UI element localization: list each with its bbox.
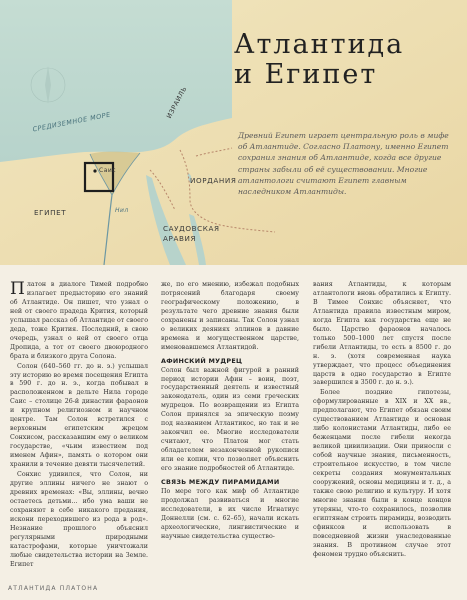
paragraph: Солон (640–560 гг. до н. э.) услышал эту историю во время посещения Египта в 590 г. до н. э., когда побывал в расположенном в дельте Нила городе Саис – столице 26-й династии фараонов и крупном религиозном и научном центре. Там Солон встретился с верховным египетским жрецом Сонхисом, рассказавшим ему о великом государстве, «чьим известием под именем Афин», память о котором они хранили в течение девяти тысячелетий. xyxy=(10,362,148,469)
paragraph-text: латон в диалоге Тимей подробно излагает предысторию его знаний об Атлантиде. Он пишет, что узнал о ней от своего прадеда Крития, который услышал рассказ об Атлантиде от своего деда, тоже Крития. Последний, в свою очередь, узнал о ней от своего отца Дропида, а тот от своего двоюродного брата и близкого друга Солона. xyxy=(10,281,148,360)
intro-text: Древний Египет играет центральную роль в мифе об Атлантиде. Согласно Платону, именно Египет сохранил знания об Атлантиде, когда все другие страны забыли об её существовании. Многие атлантологи считают Египет главным наследником Атлантиды. xyxy=(238,131,449,197)
paragraph: вания Атлантиды, к которым атлантологи вновь обратились к Египту. В Тимее Сонхис объясняет, что Атлантида правила известным миром, когда Египта как государства еще не было. Царство фараонов началось только 500–1000 лет спустя после гибели Атлантиды, то есть в 8500 г. до н. э. (хотя современная наука утверждает, что процесс объединения царств в одно государство в Египте завершился в 3500 г. до н. э.). xyxy=(313,281,451,387)
map-label-jordan: ИОРДАНИЯ xyxy=(190,176,237,185)
map-label-nile: Нил xyxy=(115,207,129,214)
map-label-sais: Саис xyxy=(99,167,117,174)
paragraph: Сонхис удивился, что Солон, ни другие эллины ничего не знают о древних временах: «Вы, эллины, вечно остаетесь детьми... ибо ума ваши не сохраняют в себе никакого предания, искони переходившего из рода в род». Незнание прошлого объяснил регулярными природными катастрофами, которые уничтожали любые свидетельства истории на Земле. Египет xyxy=(10,471,148,568)
map-label-egypt: ЕГИПЕТ xyxy=(34,208,67,217)
page-footer: АТЛАНТИДА ПЛАТОНА xyxy=(8,585,99,592)
map-label-saudi-line2: АРАВИЯ xyxy=(163,234,197,243)
map-label-israel: ИЗРАИЛЬ xyxy=(165,85,189,120)
paragraph: Более поздние гипотезы, сформулированные в XIX и XX вв., предполагают, что Египет обязан своим существованием Атлантиде и основан либо колонистами Атлантиды, либо ее беженцами после гибели некогда великой цивилизации. Они приносли с собой научные знания, письменность, строительное искусство, в том числе секреты создания монументальных сооружений, основы медицины и т. д., а также свою религию и культуру. И хотя многие знания были в конце концов утеряны, что-то сохранилось, позволив египтянам строить пирамиды, возводить сфинксов и использовать в повседневной жизни унаследованные знания. В противном случае этот феномен трудно объяснить. xyxy=(313,389,451,558)
page-title-line1: Атлантида xyxy=(234,29,405,60)
map-label-sea: СРЕДИЗЕМНОЕ МОРЕ xyxy=(31,110,112,134)
section-heading: СВЯЗЬ МЕЖДУ ПИРАМИДАМИ xyxy=(161,478,280,487)
column-3 xyxy=(313,281,451,561)
section-heading: АФИНСКИЙ МУДРЕЦ xyxy=(161,356,243,365)
column-2 xyxy=(161,281,299,543)
paragraph: Солон был важной фигурой в ранний период истории Афин – воин, поэт, государственный деятель и известный законодатель, один из семи греческих мудрецов. По возвращении из Египта Солон принялся за эпическую поэму под названием Атлантикос, но так и не закончил ее. Многие исследователи считают, что Платон мог стать обладателем незаконченной рукописи или ее копии, что позволяет объяснить его знание подробностей об Атлантиде. xyxy=(161,366,299,473)
column-1 xyxy=(10,281,148,571)
paragraph xyxy=(10,281,148,362)
map-label-saudi-line1: САУДОВСКАЯ xyxy=(163,224,220,233)
dropcap: П xyxy=(10,279,25,299)
page-title xyxy=(234,30,454,90)
page-title-line2: и Египет xyxy=(234,59,378,90)
map-label-saudi xyxy=(163,224,220,244)
paragraph: По мере того как миф об Атлантиде продолжал развиваться и многие исследователи, в их числе Игнатиус Доннелли (см. с. 62–65), начали искать археологические, лингвистические и научные свидетельства существо- xyxy=(161,487,299,540)
paragraph: же, по его мнению, избежал подобных потрясений благодаря своему географическому положению, в результате чего древние знания были сохранены и записаны. Так Солон узнал о великих деяниях эллинов в давние времена и могущественном царстве, именовавшемся Атлантидой. xyxy=(161,281,299,351)
